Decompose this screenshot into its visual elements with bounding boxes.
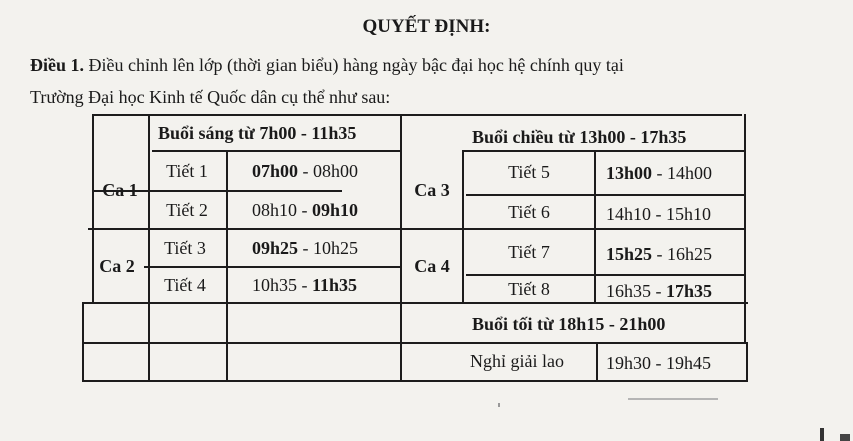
time-start: 15h25	[606, 243, 653, 264]
scan-speck	[628, 398, 718, 400]
time-separator: -	[652, 162, 668, 183]
period-time	[252, 192, 358, 228]
table-rule	[596, 342, 598, 382]
time-separator: -	[652, 243, 668, 264]
time-separator: -	[651, 280, 666, 301]
time-end: 10h25	[313, 237, 359, 258]
period-label: Tiết 6	[508, 201, 550, 222]
period-time	[252, 268, 357, 302]
scan-speck	[498, 403, 500, 407]
period-label: Tiết 4	[164, 274, 206, 295]
table-border	[92, 114, 742, 116]
time-end: 16h25	[667, 243, 713, 264]
period-time	[606, 198, 711, 230]
period-time	[252, 152, 358, 190]
scan-speck	[820, 428, 824, 441]
break-label: Nghỉ giải lao	[470, 350, 564, 371]
article-text-line2: Trường Đại học Kinh tế Quốc dân cụ thể như sau:	[30, 87, 391, 107]
table-rule	[84, 342, 748, 344]
time-end: 09h10	[312, 199, 359, 220]
period-label: Tiết 8	[508, 278, 550, 299]
time-end: 08h00	[313, 160, 359, 181]
period-label: Tiết 5	[508, 161, 550, 182]
article-text-line1: Điều chỉnh lên lớp (thời gian biểu) hàng ngày bậc đại học hệ chính quy tại	[88, 55, 624, 75]
time-separator: -	[298, 237, 314, 258]
time-start: 16h35	[606, 280, 651, 301]
time-end: 17h35	[666, 280, 713, 301]
period-label: Tiết 2	[166, 199, 208, 220]
schedule-table	[82, 114, 748, 390]
article-paragraph-line1	[30, 52, 830, 78]
table-rule	[226, 150, 228, 382]
period-time	[606, 154, 712, 192]
shift-label: Ca 2	[99, 255, 135, 276]
period-time	[606, 276, 712, 306]
table-border	[82, 380, 748, 382]
scan-speck	[840, 434, 850, 441]
time-start: 13h00	[606, 162, 653, 183]
shift-label: Ca 4	[414, 255, 450, 276]
period-label: Tiết 1	[166, 160, 208, 181]
time-end: 15h10	[666, 203, 711, 224]
evening-header: Buổi tối từ 18h15 - 21h00	[472, 313, 666, 334]
period-time	[606, 234, 712, 274]
period-label: Tiết 3	[164, 237, 206, 258]
time-start: 14h10	[606, 203, 651, 224]
time-start: 08h10	[252, 199, 297, 220]
time-end: 11h35	[312, 274, 358, 295]
shift-label: Ca 3	[414, 179, 450, 200]
morning-header: Buổi sáng từ 7h00 - 11h35	[158, 122, 357, 143]
table-border	[744, 114, 746, 344]
time-start: 09h25	[252, 237, 299, 258]
time-separator: -	[298, 160, 314, 181]
table-border	[746, 342, 748, 382]
article-label: Điều 1.	[30, 55, 84, 75]
time-separator: -	[297, 199, 312, 220]
decision-heading: QUYẾT ĐỊNH:	[362, 16, 491, 37]
time-separator: -	[651, 203, 666, 224]
period-label: Tiết 7	[508, 241, 550, 262]
time-start: 10h35	[252, 274, 297, 295]
break-time: 19h30 - 19h45	[606, 352, 711, 373]
period-time	[252, 230, 358, 266]
table-border	[82, 302, 84, 382]
time-separator: -	[297, 274, 312, 295]
table-rule	[594, 150, 596, 304]
time-start: 07h00	[252, 160, 299, 181]
time-end: 14h00	[667, 162, 713, 183]
afternoon-header: Buổi chiều từ 13h00 - 17h35	[472, 126, 687, 147]
shift-label: Ca 1	[102, 179, 138, 200]
